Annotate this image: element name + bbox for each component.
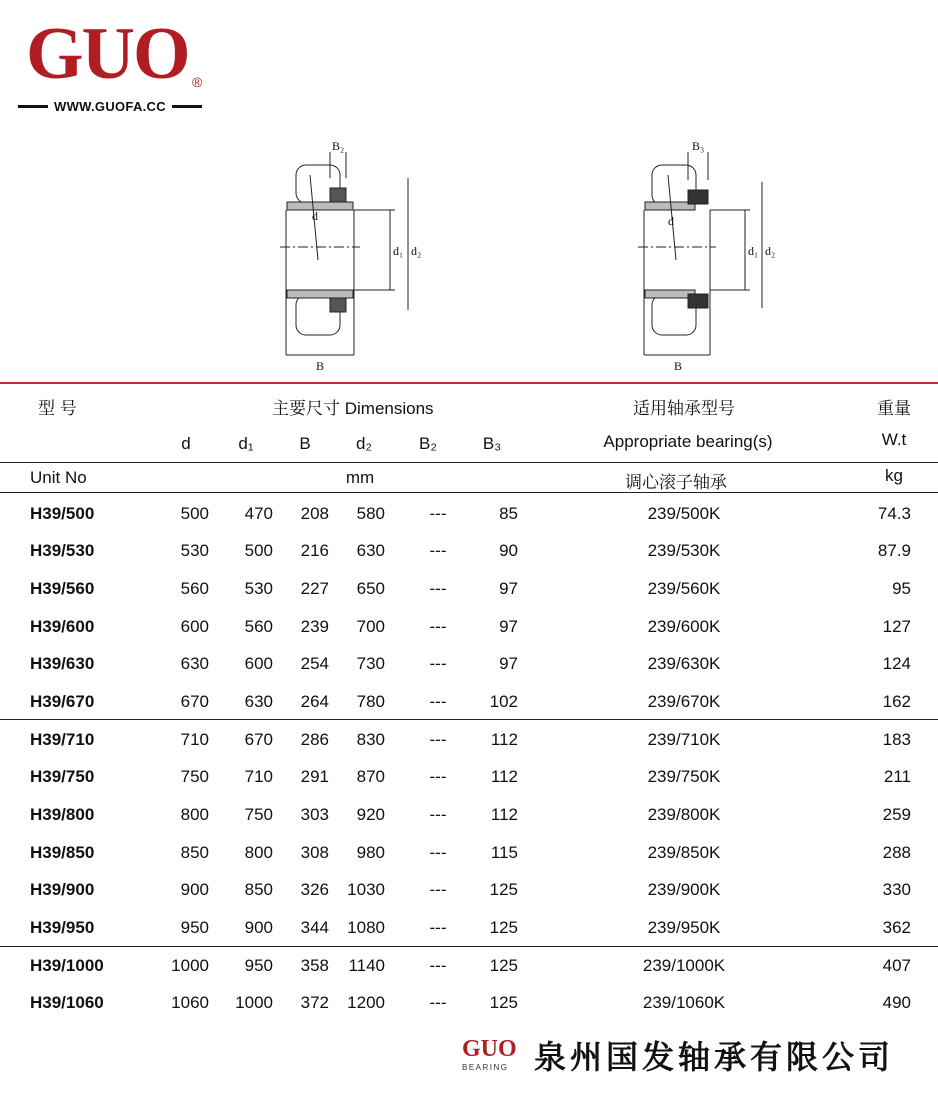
cell-d2: 580 bbox=[356, 504, 385, 523]
header-weight-en: W.t bbox=[881, 430, 907, 449]
cell-b2: --- bbox=[429, 730, 447, 749]
cell-d: 950 bbox=[180, 918, 209, 937]
registered-mark: ® bbox=[192, 74, 203, 90]
cell-b2: --- bbox=[429, 654, 447, 673]
cell-b: 308 bbox=[300, 843, 329, 862]
cell-b2: --- bbox=[429, 956, 447, 975]
label-b-right: B bbox=[674, 359, 683, 373]
footer-logo-sub: BEARING bbox=[462, 1063, 509, 1072]
header-model: 型 号 bbox=[38, 399, 77, 418]
cell-unit: H39/800 bbox=[30, 805, 95, 824]
cell-d: 850 bbox=[180, 843, 209, 862]
cell-d: 750 bbox=[180, 767, 209, 786]
label-b2: B₂ bbox=[332, 139, 345, 153]
cell-bearing: 239/800K bbox=[647, 805, 721, 824]
header-dimensions: 主要尺寸 Dimensions bbox=[272, 399, 434, 418]
cell-bearing: 239/500K bbox=[647, 504, 721, 523]
cell-weight: 162 bbox=[882, 692, 911, 711]
cell-d: 1060 bbox=[171, 993, 209, 1012]
divider bbox=[0, 719, 938, 720]
cell-bearing: 239/670K bbox=[647, 692, 721, 711]
cell-b3: 85 bbox=[499, 504, 518, 523]
cell-d1: 950 bbox=[244, 956, 273, 975]
adapter-sleeve-drawing bbox=[0, 130, 938, 380]
cell-weight: 490 bbox=[882, 993, 911, 1012]
divider bbox=[0, 492, 938, 493]
header-bearing-en: Appropriate bearing(s) bbox=[603, 432, 773, 451]
cell-b3: 112 bbox=[490, 767, 518, 786]
cell-b2: --- bbox=[429, 918, 447, 937]
cell-unit: H39/950 bbox=[30, 918, 95, 937]
cell-d1: 600 bbox=[244, 654, 273, 673]
cell-b: 326 bbox=[300, 880, 329, 899]
divider bbox=[18, 105, 48, 108]
label-d-left: d bbox=[312, 209, 318, 223]
cell-b3: 125 bbox=[489, 918, 518, 937]
cell-d1: 900 bbox=[244, 918, 273, 937]
cell-d2: 730 bbox=[356, 654, 385, 673]
cell-b2: --- bbox=[429, 504, 447, 523]
cell-d2: 830 bbox=[356, 730, 385, 749]
cell-weight: 95 bbox=[892, 579, 911, 598]
col-d: d bbox=[181, 434, 191, 453]
label-d-right: d bbox=[668, 214, 674, 228]
cell-unit: H39/1000 bbox=[30, 956, 104, 975]
cell-unit: H39/900 bbox=[30, 880, 95, 899]
cell-b3: 97 bbox=[499, 617, 518, 636]
cell-d2: 630 bbox=[356, 541, 385, 560]
cell-weight: 87.9 bbox=[877, 541, 911, 560]
cell-d1: 560 bbox=[244, 617, 273, 636]
cell-b3: 97 bbox=[499, 654, 518, 673]
cell-unit: H39/530 bbox=[30, 541, 95, 560]
cell-d: 600 bbox=[180, 617, 209, 636]
cell-weight: 288 bbox=[882, 843, 911, 862]
footer-logo: GUO bbox=[462, 1036, 517, 1062]
cell-b2: --- bbox=[429, 805, 447, 824]
cell-b2: --- bbox=[429, 767, 447, 786]
cell-b2: --- bbox=[429, 692, 447, 711]
cell-d2: 780 bbox=[356, 692, 385, 711]
header-unit-no: Unit No bbox=[30, 468, 87, 487]
cell-d1: 470 bbox=[244, 504, 273, 523]
cell-b: 208 bbox=[300, 504, 329, 523]
cell-d: 670 bbox=[180, 692, 209, 711]
cell-b2: --- bbox=[429, 617, 447, 636]
cell-bearing: 239/950K bbox=[647, 918, 721, 937]
divider bbox=[0, 462, 938, 463]
cell-b: 291 bbox=[300, 767, 329, 786]
footer-brand bbox=[462, 1030, 932, 1080]
cell-weight: 127 bbox=[882, 617, 911, 636]
cell-b: 239 bbox=[300, 617, 329, 636]
cell-bearing: 239/630K bbox=[647, 654, 721, 673]
cell-weight: 407 bbox=[882, 956, 911, 975]
col-b3: B₃ bbox=[482, 434, 502, 453]
divider bbox=[172, 105, 202, 108]
cell-d2: 1140 bbox=[348, 956, 385, 975]
cell-bearing: 239/900K bbox=[647, 880, 721, 899]
company-name: 泉州国发轴承有限公司 bbox=[534, 1038, 895, 1076]
table-top-rule bbox=[0, 382, 938, 384]
cell-d1: 750 bbox=[244, 805, 273, 824]
header-bearing-type: 调心滚子轴承 bbox=[625, 473, 727, 492]
header-weight: 重量 bbox=[877, 399, 911, 418]
logo-text: GUO bbox=[26, 13, 189, 95]
cell-b3: 112 bbox=[490, 730, 518, 749]
cell-b: 264 bbox=[300, 692, 329, 711]
cell-d2: 1080 bbox=[347, 918, 385, 937]
cell-weight: 124 bbox=[882, 654, 911, 673]
cell-b2: --- bbox=[429, 579, 447, 598]
drawing-left bbox=[280, 152, 408, 355]
cell-b3: 125 bbox=[489, 993, 518, 1012]
cell-b2: --- bbox=[429, 993, 447, 1012]
col-b2: B₂ bbox=[419, 434, 437, 453]
brand-logo bbox=[26, 13, 216, 114]
cell-d: 500 bbox=[180, 504, 209, 523]
header-mm: mm bbox=[345, 468, 375, 487]
col-b: B bbox=[299, 434, 311, 453]
divider bbox=[0, 946, 938, 947]
col-d1: d₁ bbox=[238, 434, 254, 453]
cell-b3: 125 bbox=[489, 880, 518, 899]
cell-b: 216 bbox=[300, 541, 329, 560]
label-d2-left: d₂ bbox=[411, 244, 422, 258]
cell-unit: H39/500 bbox=[30, 504, 95, 523]
drawing-right bbox=[638, 152, 762, 355]
brand-url: WWW.GUOFA.CC bbox=[54, 99, 166, 114]
cell-d: 1000 bbox=[171, 956, 209, 975]
cell-unit: H39/710 bbox=[30, 730, 95, 749]
cell-unit: H39/750 bbox=[30, 767, 95, 786]
cell-b: 344 bbox=[300, 918, 329, 937]
cell-weight: 362 bbox=[882, 918, 911, 937]
cell-unit: H39/670 bbox=[30, 692, 95, 711]
cell-b3: 112 bbox=[490, 805, 518, 824]
cell-b: 254 bbox=[300, 654, 329, 673]
cell-b3: 97 bbox=[499, 579, 518, 598]
header-kg: kg bbox=[885, 466, 903, 485]
cell-b: 286 bbox=[300, 730, 329, 749]
cell-d1: 850 bbox=[244, 880, 273, 899]
cell-b: 372 bbox=[300, 993, 329, 1012]
cell-d: 630 bbox=[180, 654, 209, 673]
cell-d2: 650 bbox=[356, 579, 385, 598]
col-d2: d₂ bbox=[355, 434, 373, 453]
cell-b3: 102 bbox=[489, 692, 518, 711]
cell-weight: 330 bbox=[882, 880, 911, 899]
cell-d1: 500 bbox=[244, 541, 273, 560]
cell-d: 710 bbox=[180, 730, 209, 749]
cell-b: 358 bbox=[300, 956, 329, 975]
cell-d: 800 bbox=[180, 805, 209, 824]
label-d1-right: d₁ bbox=[748, 244, 759, 258]
cell-b3: 125 bbox=[489, 956, 518, 975]
cell-bearing: 239/1060K bbox=[642, 993, 726, 1012]
cell-b2: --- bbox=[429, 880, 447, 899]
cell-d2: 700 bbox=[356, 617, 385, 636]
cell-weight: 211 bbox=[883, 767, 911, 786]
cell-unit: H39/1060 bbox=[30, 993, 104, 1012]
cell-d: 900 bbox=[180, 880, 209, 899]
cell-d1: 710 bbox=[244, 767, 273, 786]
cell-b2: --- bbox=[429, 541, 447, 560]
cell-bearing: 239/710K bbox=[647, 730, 721, 749]
cell-unit: H39/630 bbox=[30, 654, 95, 673]
cell-b3: 90 bbox=[499, 541, 518, 560]
cell-b2: --- bbox=[429, 843, 447, 862]
cell-b: 227 bbox=[300, 579, 329, 598]
cell-d1: 1000 bbox=[235, 993, 273, 1012]
cell-bearing: 239/750K bbox=[647, 767, 721, 786]
label-b3: B₃ bbox=[692, 139, 705, 153]
cell-d2: 870 bbox=[356, 767, 385, 786]
cell-d: 530 bbox=[180, 541, 209, 560]
cell-b: 303 bbox=[300, 805, 329, 824]
cell-bearing: 239/1000K bbox=[642, 956, 726, 975]
header-bearing: 适用轴承型号 bbox=[633, 399, 735, 418]
cell-d1: 530 bbox=[244, 579, 273, 598]
cell-d2: 1200 bbox=[347, 993, 385, 1012]
cell-unit: H39/560 bbox=[30, 579, 95, 598]
cell-unit: H39/850 bbox=[30, 843, 95, 862]
cell-d1: 630 bbox=[244, 692, 273, 711]
cell-unit: H39/600 bbox=[30, 617, 95, 636]
cell-weight: 183 bbox=[882, 730, 911, 749]
cell-d1: 800 bbox=[244, 843, 273, 862]
cell-d: 560 bbox=[180, 579, 209, 598]
cell-weight: 74.3 bbox=[877, 504, 911, 523]
label-b-left: B bbox=[316, 359, 325, 373]
cell-bearing: 239/560K bbox=[647, 579, 721, 598]
cell-d2: 1030 bbox=[347, 880, 385, 899]
label-d2-right: d₂ bbox=[765, 244, 776, 258]
cell-weight: 259 bbox=[882, 805, 911, 824]
cell-b3: 115 bbox=[490, 843, 518, 862]
cell-d2: 920 bbox=[356, 805, 385, 824]
logo-url-line bbox=[18, 99, 218, 114]
cell-bearing: 239/850K bbox=[647, 843, 721, 862]
cell-d2: 980 bbox=[356, 843, 385, 862]
label-d1-left: d₁ bbox=[393, 244, 404, 258]
cell-d1: 670 bbox=[244, 730, 273, 749]
cell-bearing: 239/600K bbox=[647, 617, 721, 636]
cell-bearing: 239/530K bbox=[647, 541, 721, 560]
